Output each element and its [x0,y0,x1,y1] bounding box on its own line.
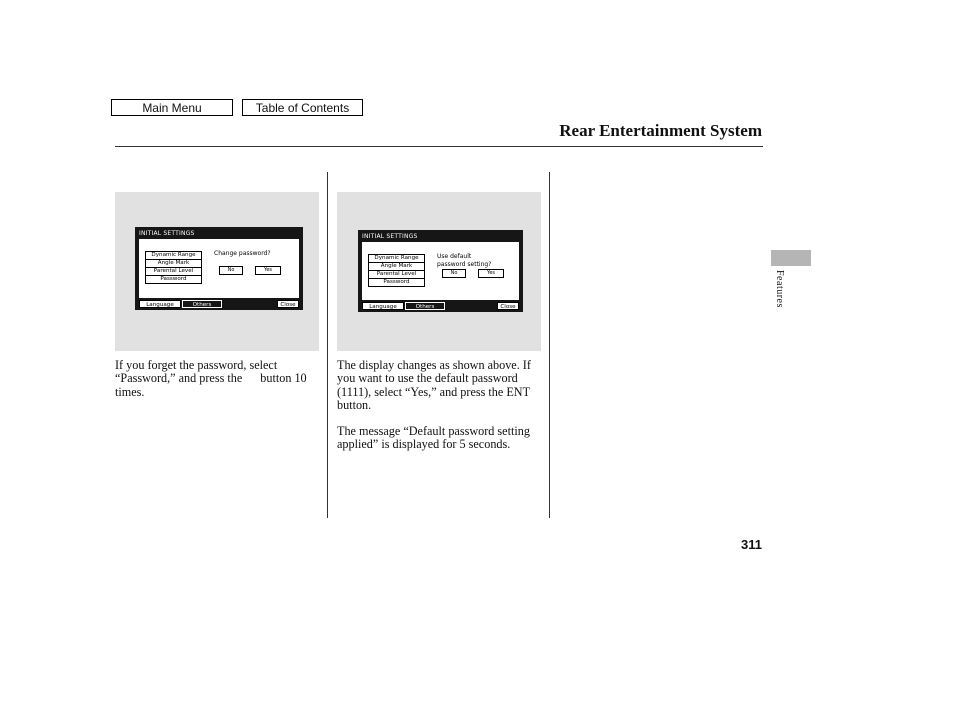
instruction-text-part2: button 10 times. [115,371,307,399]
screen-prompt: Change password? [214,250,271,257]
instruction-text-part1: If you forget the password, select “Password,” and press the [115,358,278,386]
page-number: 311 [741,537,762,552]
section-tab-marker [771,250,811,266]
screen-panel [362,242,519,300]
no-option: No [219,266,243,275]
settings-screen-change-password [135,227,303,310]
menu-item-angle-mark: Angle Mark [145,259,202,268]
table-of-contents-button[interactable]: Table of Contents [242,99,363,116]
screen-panel [139,239,299,298]
settings-screen-default-password [358,230,523,312]
column-divider [549,172,550,518]
screen-prompt: Use default password setting? [437,253,492,268]
section-label: Features [774,270,785,308]
settings-menu [368,255,425,287]
page-title: Rear Entertainment System [559,121,762,140]
tab-others: Others [182,300,222,308]
display-change-paragraph: The display changes as shown above. If you want to use the default password (1111), select “Yes,” and press the ENT button. [337,358,531,413]
yes-option: Yes [255,266,281,275]
menu-item-parental-level: Parental Level [368,270,425,279]
menu-item-parental-level: Parental Level [145,267,202,276]
menu-item-dynamic-range: Dynamic Range [145,251,202,260]
menu-item-password: Password [368,278,425,287]
tab-close: Close [277,300,299,308]
screen-tab-bar [139,300,299,308]
tab-close: Close [497,302,519,310]
tab-language: Language [362,302,404,310]
menu-item-dynamic-range: Dynamic Range [368,254,425,263]
column-divider [327,172,328,518]
menu-item-angle-mark: Angle Mark [368,262,425,271]
menu-item-password: Password [145,275,202,284]
main-menu-button[interactable]: Main Menu [111,99,233,116]
screen-title: INITIAL SETTINGS [362,233,418,240]
settings-menu [145,252,202,284]
tab-language: Language [139,300,181,308]
message-paragraph: The message “Default password setting applied” is displayed for 5 seconds. [337,424,530,452]
screen-title: INITIAL SETTINGS [139,230,195,237]
header-divider [115,146,763,147]
yes-option: Yes [478,269,504,278]
instruction-paragraph [115,359,320,399]
screen-tab-bar [362,302,519,310]
tab-others: Others [405,302,445,310]
no-option: No [442,269,466,278]
